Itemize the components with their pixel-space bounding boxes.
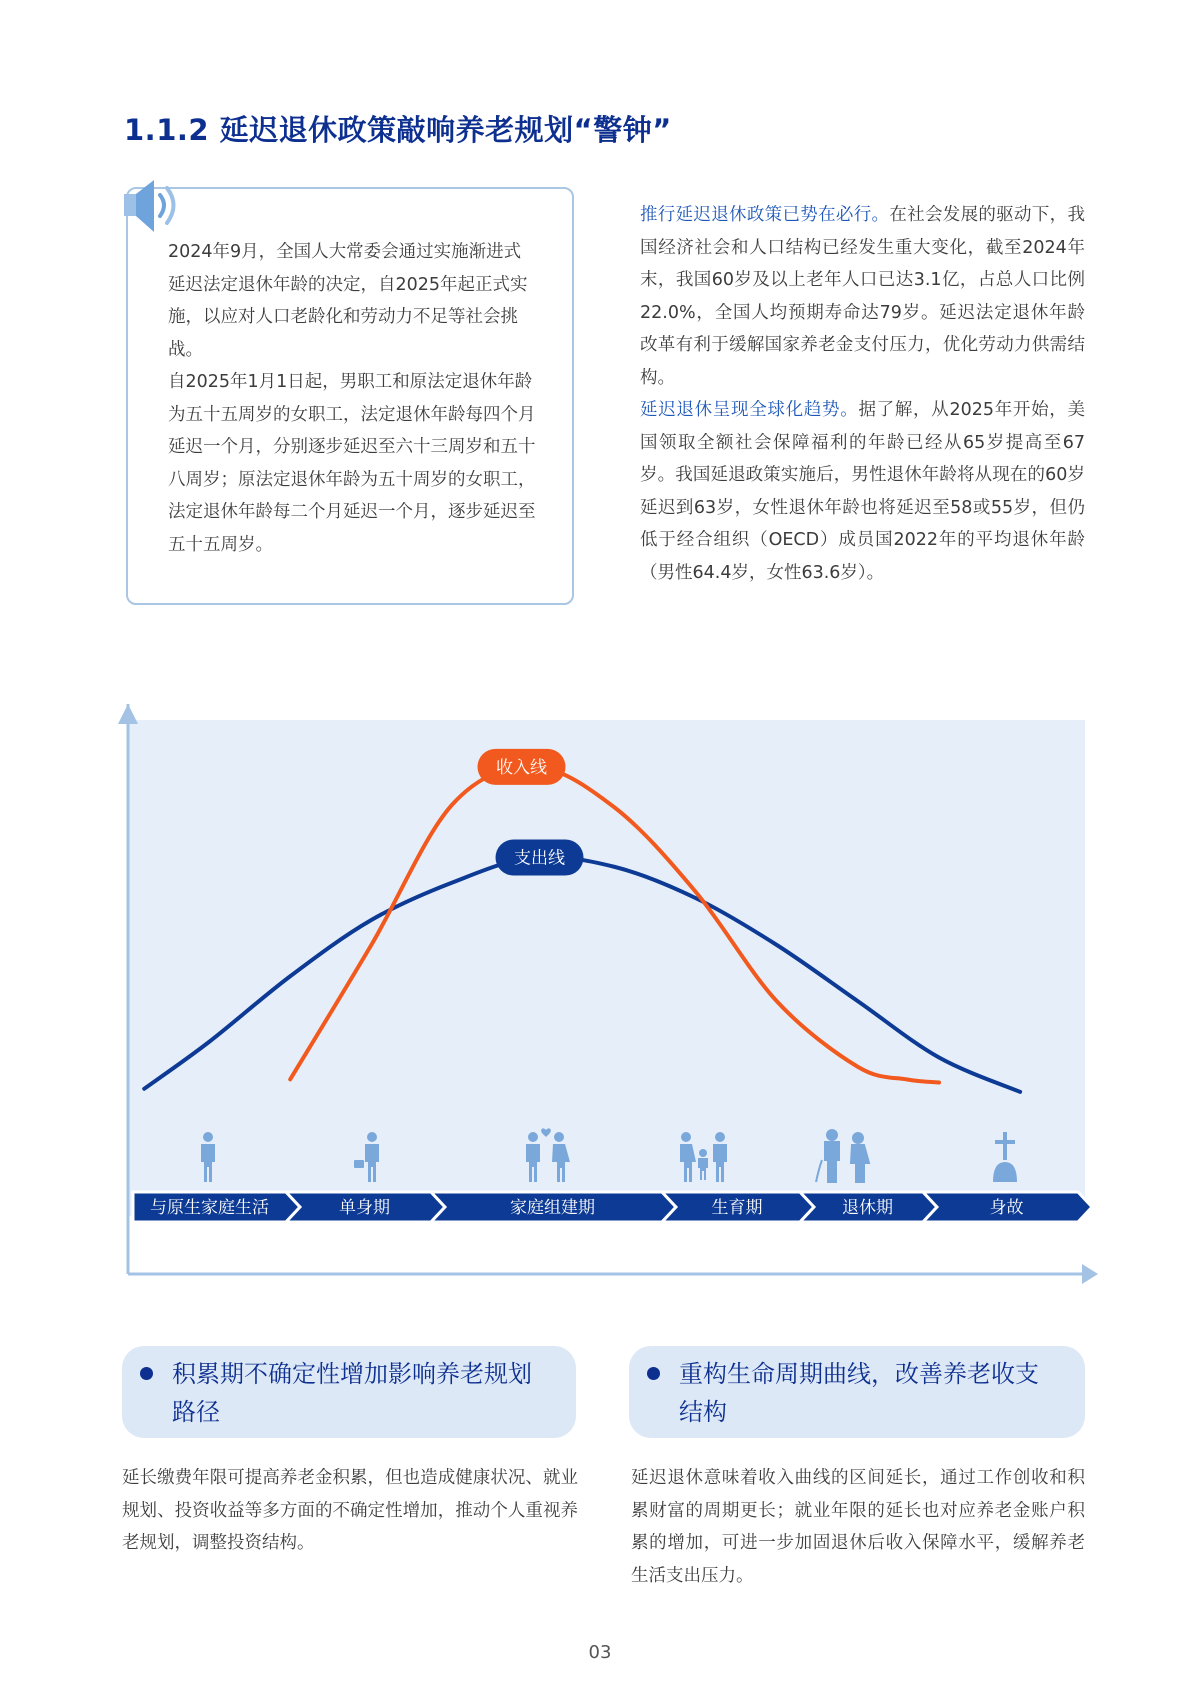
analysis-paragraph-2 (640, 394, 1085, 589)
page-number: 03 (588, 1642, 612, 1663)
chart-plot-background (128, 720, 1085, 1216)
section-heading-text: 积累期不确定性增加影响养老规划路径 (172, 1360, 532, 1426)
x-axis-arrow (1082, 1264, 1098, 1284)
bullet-icon (140, 1367, 153, 1380)
notice-text (168, 236, 538, 561)
analysis-body-2: 据了解，从2025年开始，美国领取全额社会保障福利的年龄已经从65岁提高至67岁。我国延退政策实施后，男性退休年龄将从现在的60岁延迟到63岁，女性退休年龄也将延迟至58或55岁，但仍低于经合组织（OECD）成员国2022年的平均退休年龄（男性64.4岁，女性63.6岁）。 (640, 400, 1085, 583)
section-heading-accumulation (122, 1346, 576, 1438)
stage-segment (431, 1192, 676, 1222)
analysis-body-1: 在社会发展的驱动下，我国经济社会和人口结构已经发生重大变化，截至2024年末，我国60岁及以上老年人口已达3.1亿，占总人口比例22.0%，全国人均预期寿命达79岁。延迟法定退休年龄改革有利于缓解国家养老金支付压力，优化劳动力供需结构。 (640, 205, 1085, 388)
stage-segment (923, 1192, 1092, 1222)
stage-segment (800, 1192, 937, 1222)
stage-segment (662, 1192, 814, 1222)
stage-segment (133, 1192, 300, 1222)
svg-text:收入线: 收入线 (496, 757, 548, 778)
section-body-restructure: 延迟退休意味着收入曲线的区间延长，通过工作创收和积累财富的周期更长；就业年限的延长也对应养老金账户积累的增加，可进一步加固退休后收入保障水平，缓解养老生活支出压力。 (631, 1468, 1085, 1586)
svg-text:支出线: 支出线 (514, 848, 566, 869)
stage-segment (286, 1192, 445, 1222)
analysis-lead-1: 推行延迟退休政策已势在必行。 (640, 205, 890, 225)
svg-text:身故: 身故 (989, 1198, 1024, 1218)
svg-text:退休期: 退休期 (842, 1198, 893, 1218)
svg-text:家庭组建期: 家庭组建期 (510, 1198, 595, 1218)
y-axis-arrow (118, 704, 138, 724)
income-line-label (478, 749, 566, 785)
notice-paragraph-1: 2024年9月，全国人大常委会通过实施渐进式延迟法定退休年龄的决定，自2025年起正式实施，以应对人口老龄化和劳动力不足等社会挑战。 (168, 242, 528, 360)
bullet-icon (647, 1367, 660, 1380)
speaker-icon (120, 176, 186, 236)
section-heading-text: 重构生命周期曲线，改善养老收支结构 (679, 1360, 1039, 1426)
analysis-paragraph-1 (640, 199, 1085, 394)
life-stage-bar (133, 1192, 1092, 1222)
svg-text:与原生家庭生活: 与原生家庭生活 (150, 1198, 269, 1218)
section-title: 1.1.2 延迟退休政策敲响养老规划“警钟” (124, 113, 672, 147)
svg-text:生育期: 生育期 (711, 1198, 763, 1218)
section-body-accumulation: 延长缴费年限可提高养老金积累，但也造成健康状况、就业规划、投资收益等多方面的不确定性增加，推动个人重视养老规划，调整投资结构。 (122, 1468, 578, 1553)
policy-analysis-text (640, 199, 1085, 589)
section-heading-restructure (629, 1346, 1085, 1438)
notice-paragraph-2: 自2025年1月1日起，男职工和原法定退休年龄为五十五周岁的女职工，法定退休年龄每四个月延迟一个月，分别逐步延迟至六十三周岁和五十八周岁；原法定退休年龄为五十周岁的女职工，法定退休年龄每二个月延迟一个月，逐步延迟至五十五周岁。 (168, 372, 536, 555)
svg-text:单身期: 单身期 (339, 1198, 390, 1218)
analysis-lead-2: 延迟退休呈现全球化趋势。 (640, 400, 859, 420)
lifecycle-income-expense-chart (0, 690, 1200, 1290)
expense-line-label (496, 840, 584, 876)
